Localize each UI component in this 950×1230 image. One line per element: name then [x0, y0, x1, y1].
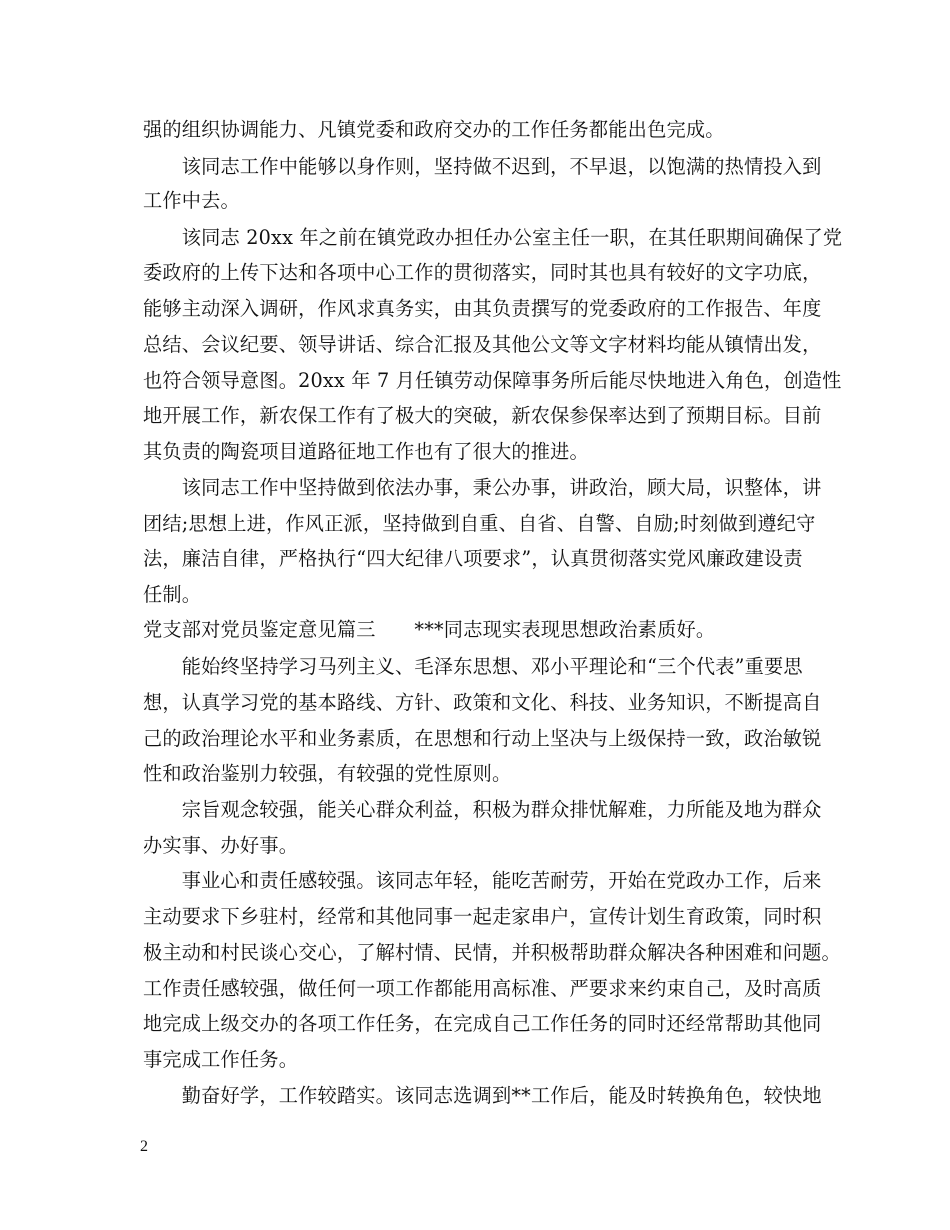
- text-line: 勤奋好学，工作较踏实。该同志选调到**工作后，能及时转换角色，较快地: [143, 1084, 822, 1107]
- text-line: 地完成上级交办的各项工作任务，在完成自己工作任务的同时还经常帮助其他同: [143, 1012, 822, 1035]
- text-line: 地开展工作，新农保工作有了极大的突破，新农保参保率达到了预期目标。目前: [143, 404, 822, 427]
- text-line: 该同志工作中能够以身作则，坚持做不迟到，不早退，以饱满的热情投入到: [143, 155, 822, 178]
- text-line: 法，廉洁自律，严格执行“四大纪律八项要求”，认真贯彻落实党风廉政建设责: [143, 547, 803, 570]
- text-line: 强的组织协调能力、凡镇党委和政府交办的工作任务都能出色完成。: [143, 118, 725, 141]
- text-line: 极主动和村民谈心交心，了解村情、民情，并积极帮助群众解决各种困难和问题。: [143, 941, 841, 964]
- text-line: 能够主动深入调研，作风求真务实，由其负责撰写的党委政府的工作报告、年度: [143, 297, 822, 320]
- text-line: 事业心和责任感较强。该同志年轻，能吃苦耐劳，开始在党政办工作，后来: [143, 869, 822, 892]
- text-line: 性和政治鉴别力较强，有较强的党性原则。: [143, 762, 512, 785]
- text-line: 宗旨观念较强，能关心群众利益，积极为群众排忧解难，力所能及地为群众: [143, 798, 822, 821]
- text-line: 任制。: [143, 583, 202, 606]
- text-line: 己的政治理论水平和业务素质，在思想和行动上坚决与上级保持一致，政治敏锐: [143, 727, 822, 750]
- text-line: 该同志工作中坚持做到依法办事，秉公办事，讲政治，顾大局，识整体，讲: [143, 476, 822, 499]
- text-line: 该同志 20xx 年之前在镇党政办担任办公室主任一职，在其任职期间确保了党: [143, 226, 843, 249]
- text-line: 事完成工作任务。: [143, 1048, 299, 1071]
- text-line: 办实事、办好事。: [143, 834, 299, 857]
- text-line: 也符合领导意图。20xx 年 7 月任镇劳动保障事务所后能尽快地进入角色，创造性: [143, 369, 842, 392]
- section-heading: 党支部对党员鉴定意见篇三 ***同志现实表现思想政治素质好。: [143, 618, 716, 641]
- text-line: 想，认真学习党的基本路线、方针、政策和文化、科技、业务知识，不断提高自: [143, 691, 822, 714]
- text-line: 能始终坚持学习马列主义、毛泽东思想、邓小平理论和“三个代表”重要思: [143, 655, 803, 678]
- text-line: 委政府的上传下达和各项中心工作的贯彻落实，同时其也具有较好的文字功底，: [143, 261, 822, 284]
- text-line: 工作中去。: [143, 189, 240, 212]
- page-number: 2: [140, 1138, 148, 1155]
- text-line: 总结、会议纪要、领导讲话、综合汇报及其他公文等文字材料均能从镇情出发，: [143, 333, 822, 356]
- text-line: 其负责的陶瓷项目道路征地工作也有了很大的推进。: [143, 440, 589, 463]
- text-line: 主动要求下乡驻村，经常和其他同事一起走家串户，宣传计划生育政策，同时积: [143, 905, 822, 928]
- text-line: 工作责任感较强，做任何一项工作都能用高标准、严要求来约束自己，及时高质: [143, 977, 822, 1000]
- text-line: 团结;思想上进，作风正派，坚持做到自重、自省、自警、自励;时刻做到遵纪守: [143, 512, 816, 535]
